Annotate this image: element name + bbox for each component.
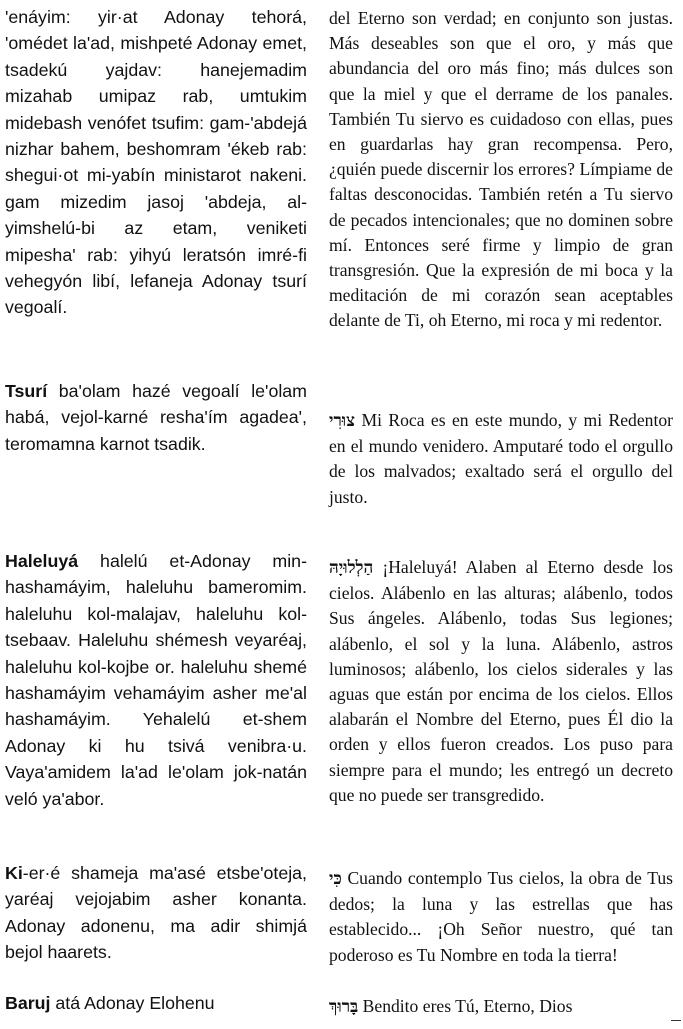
paragraph-lead-word: Haleluyá	[5, 551, 79, 571]
paragraph-text: 'enáyim: yir·at Adonay tehorá, 'omédet la'ad, mishpeté Adonay emet, tsadekú yajdav: hanejemadim mizahab umipaz rab, umtukim midebash venófet tsufim: gam-'abdejá nizhar bahem, beshomram 'ékeb rab: shegui·ot mi-yabín ministarot nakeni. gam mizedim jasoj 'abdeja, al-yimshelú-bi az etam, veniketi mipesha' rab: yihyú leratsón imré-fi vehegyón libí, lefaneja Adonay tsurí vegoalí.	[5, 7, 307, 318]
paragraph-text: Bendito eres Tú, Eterno, Dios	[358, 996, 573, 1016]
paragraph-lead-word: Ki	[5, 863, 23, 883]
translation-paragraph-1	[329, 6, 673, 334]
paragraph-text: Mi Roca es en este mundo, y mi Redentor en el mundo venidero. Amputaré todo el orgullo de los malvados; exaltado será el orgullo del justo.	[329, 410, 673, 507]
transliteration-paragraph-baruj	[5, 990, 307, 1016]
translation-paragraph-haleluya	[329, 555, 673, 808]
paragraph-lead-word: Baruj	[5, 993, 51, 1013]
paragraph-text: atá Adonay Elohenu	[50, 993, 215, 1013]
transliteration-paragraph-ki	[5, 860, 307, 966]
paragraph-text: -er·é shameja ma'asé etsbe'oteja, yaréaj vejojabim asher konanta. Adonay adonenu, ma adir shimjá bejol haarets.	[5, 863, 307, 963]
hebrew-lead-word: הַלְלוּיָהּ	[329, 558, 374, 578]
translation-paragraph-baruj	[329, 994, 673, 1020]
hebrew-lead-word: בָּרוּךְ	[329, 997, 359, 1017]
paragraph-text: ¡Haleluyá! Alaben al Eterno desde los cielos. Alábenlo en las alturas; alábenlo, todos Sus ángeles. Alábenlo, todas Sus legiones; alábenlo, el sol y la luna. Alábenlo, astros luminosos; alábenlo, los cielos siderales y las aguas que están por encima de los cielos. Ellos alabarán el Nombre del Eterno, pues Él dio la orden y ellos fueron creados. Los puso para siempre para el mundo; les entregó un decreto que no puede ser transgredido.	[329, 557, 673, 805]
transliteration-paragraph-haleluya	[5, 548, 307, 812]
transliteration-paragraph-tsuri	[5, 378, 307, 457]
page-corner-mark	[671, 1020, 681, 1021]
hebrew-lead-word: כִּי	[329, 869, 342, 889]
hebrew-lead-word: צוּרִי	[329, 411, 356, 431]
transliteration-paragraph-1	[5, 4, 307, 321]
paragraph-text: Cuando contemplo Tus cielos, la obra de Tus dedos; la luna y las estrellas que has establecido... ¡Oh Señor nuestro, qué tan poderoso es Tu Nombre en toda la tierra!	[329, 868, 673, 965]
translation-paragraph-ki	[329, 866, 673, 968]
translation-paragraph-tsuri	[329, 408, 673, 510]
paragraph-lead-word: Tsurí	[5, 381, 48, 401]
paragraph-text: del Eterno son verdad; en conjunto son justas. Más deseables son que el oro, y más que abundancia del oro más fino; más dulces son que la miel y que el derrame de los panales. También Tu siervo es cuidadoso con ellas, pues en guardarlas hay gran recompensa. Pero, ¿quién puede discernir los errores? Límpiame de faltas desconocidas. También retén a Tu siervo de pecados intencionales; que no dominen sobre mí. Entonces seré firme y limpio de gran transgresión. Que la expresión de mi boca y la meditación de mi corazón sean aceptables delante de Ti, oh Eterno, mi roca y mi redentor.	[329, 8, 673, 331]
paragraph-text: halelú et-Adonay min-hashamáyim, haleluhu bameromim. haleluhu kol-malajav, haleluhu kol-tsebaav. Haleluhu shémesh veyaréaj, haleluhu kol-kojbe or. haleluhu shemé hashamáyim vehamáyim asher me'al hashamáyim. Yehalelú et-shem Adonay ki hu tsivá venibra·u. Vaya'amidem la'ad le'olam jok-natán veló ya'abor.	[5, 551, 307, 809]
paragraph-text: ba'olam hazé vegoalí le'olam habá, vejol-karné resha'ím agadea', teromamna karnot tsadik.	[5, 381, 307, 454]
